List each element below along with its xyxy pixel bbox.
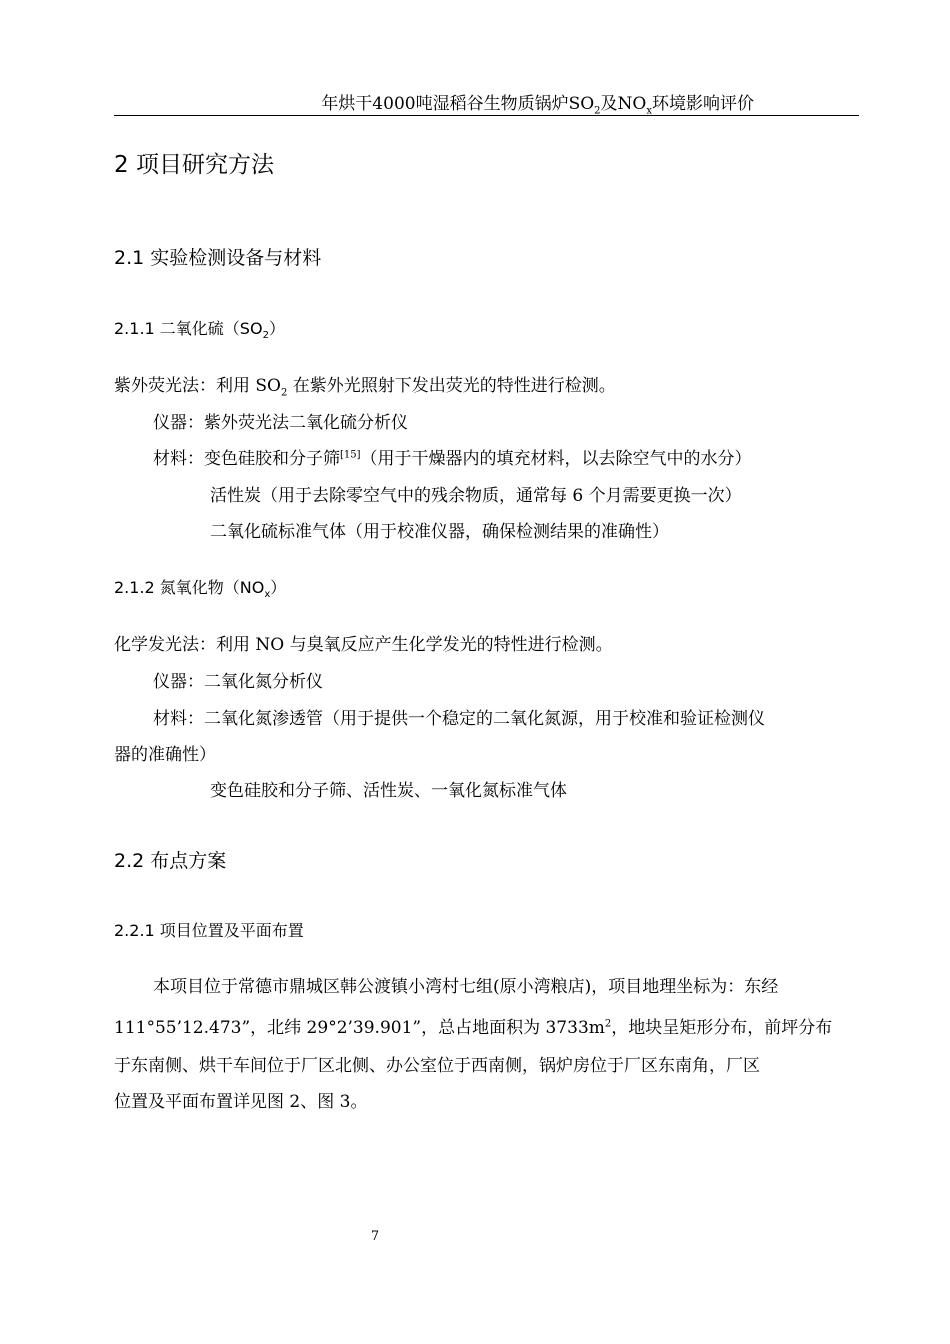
so2-material-a: 材料：变色硅胶和分子筛 xyxy=(153,449,340,469)
location-para-line-4: 位置及平面布置详见图 2、图 3。 xyxy=(114,1092,368,1112)
so2-method-a: 紫外荧光法：利用 SO xyxy=(114,376,281,396)
section-2-1-1-heading xyxy=(114,316,285,341)
section-2-1-2-title-a: 2.1.2 氮氧化物（NO xyxy=(114,578,265,597)
section-2-2-1-heading: 2.2.1 项目位置及平面布置 xyxy=(114,921,304,940)
location-para-line-2-sup: 2 xyxy=(604,1018,612,1030)
section-2-heading: 2 项目研究方法 xyxy=(114,152,274,178)
so2-method-line xyxy=(114,371,616,398)
section-2-1-1-title-a: 2.1.1 二氧化硫（SO xyxy=(114,319,263,338)
section-2-1-2-title-b: ） xyxy=(270,578,287,597)
nox-instrument-line: 仪器：二氧化氮分析仪 xyxy=(153,672,323,692)
header-title-part3: 环境影响评价 xyxy=(652,94,754,114)
so2-material-3-line: 二氧化硫标准气体（用于校准仪器，确保检测结果的准确性） xyxy=(210,522,669,542)
section-2-1-1-title-b: ） xyxy=(268,319,285,338)
nox-material-line-1: 材料：二氧化氮渗透管（用于提供一个稳定的二氧化氮源，用于校准和验证检测仪 xyxy=(153,709,765,729)
so2-material-line xyxy=(153,444,752,469)
running-header xyxy=(114,92,858,116)
location-para-line-3: 于东南侧、烘干车间位于厂区北侧、办公室位于西南侧，锅炉房位于厂区东南角，厂区 xyxy=(114,1056,760,1076)
location-para-line-2 xyxy=(114,1013,832,1038)
header-title-sub2: x xyxy=(646,105,652,117)
header-rule xyxy=(114,115,859,116)
section-2-1-2-title-sub: x xyxy=(264,589,271,601)
location-para-line-1: 本项目位于常德市鼎城区韩公渡镇小湾村七组(原小湾粮店)，项目地理坐标为：东经 xyxy=(153,977,779,997)
so2-material-ref: [15] xyxy=(340,449,361,461)
page-number: 7 xyxy=(370,1229,380,1244)
so2-method-b: 在紫外光照射下发出荧光的特性进行检测。 xyxy=(287,376,616,396)
section-2-2-heading: 2.2 布点方案 xyxy=(114,850,227,872)
so2-method-sub: 2 xyxy=(281,387,288,399)
so2-material-b: （用于干燥器内的填充材料，以去除空气中的水分） xyxy=(360,449,752,469)
header-title-part1: 年烘干4000吨湿稻谷生物质锅炉SO xyxy=(321,94,595,114)
section-2-1-1-title-sub: 2 xyxy=(262,330,269,342)
header-title-sub1: 2 xyxy=(594,105,601,117)
nox-material-line-2: 器的准确性） xyxy=(114,745,216,765)
so2-instrument-line: 仪器：紫外荧光法二氧化硫分析仪 xyxy=(153,413,408,433)
header-title-part2: 及NO xyxy=(600,94,647,114)
nox-material-2-line: 变色硅胶和分子筛、活性炭、一氧化氮标准气体 xyxy=(210,781,567,801)
section-2-1-2-heading xyxy=(114,575,286,600)
nox-method-line: 化学发光法：利用 NO 与臭氧反应产生化学发光的特性进行检测。 xyxy=(114,635,613,655)
location-para-line-2a: 111°55’12.473”，北纬 29°2’39.901”，总占地面积为 3733m xyxy=(114,1018,605,1038)
location-para-line-2b: ，地块呈矩形分布，前坪分布 xyxy=(611,1018,833,1038)
section-2-1-heading: 2.1 实验检测设备与材料 xyxy=(114,247,322,269)
so2-material-2-line: 活性炭（用于去除零空气中的残余物质，通常每 6 个月需要更换一次） xyxy=(210,486,742,506)
